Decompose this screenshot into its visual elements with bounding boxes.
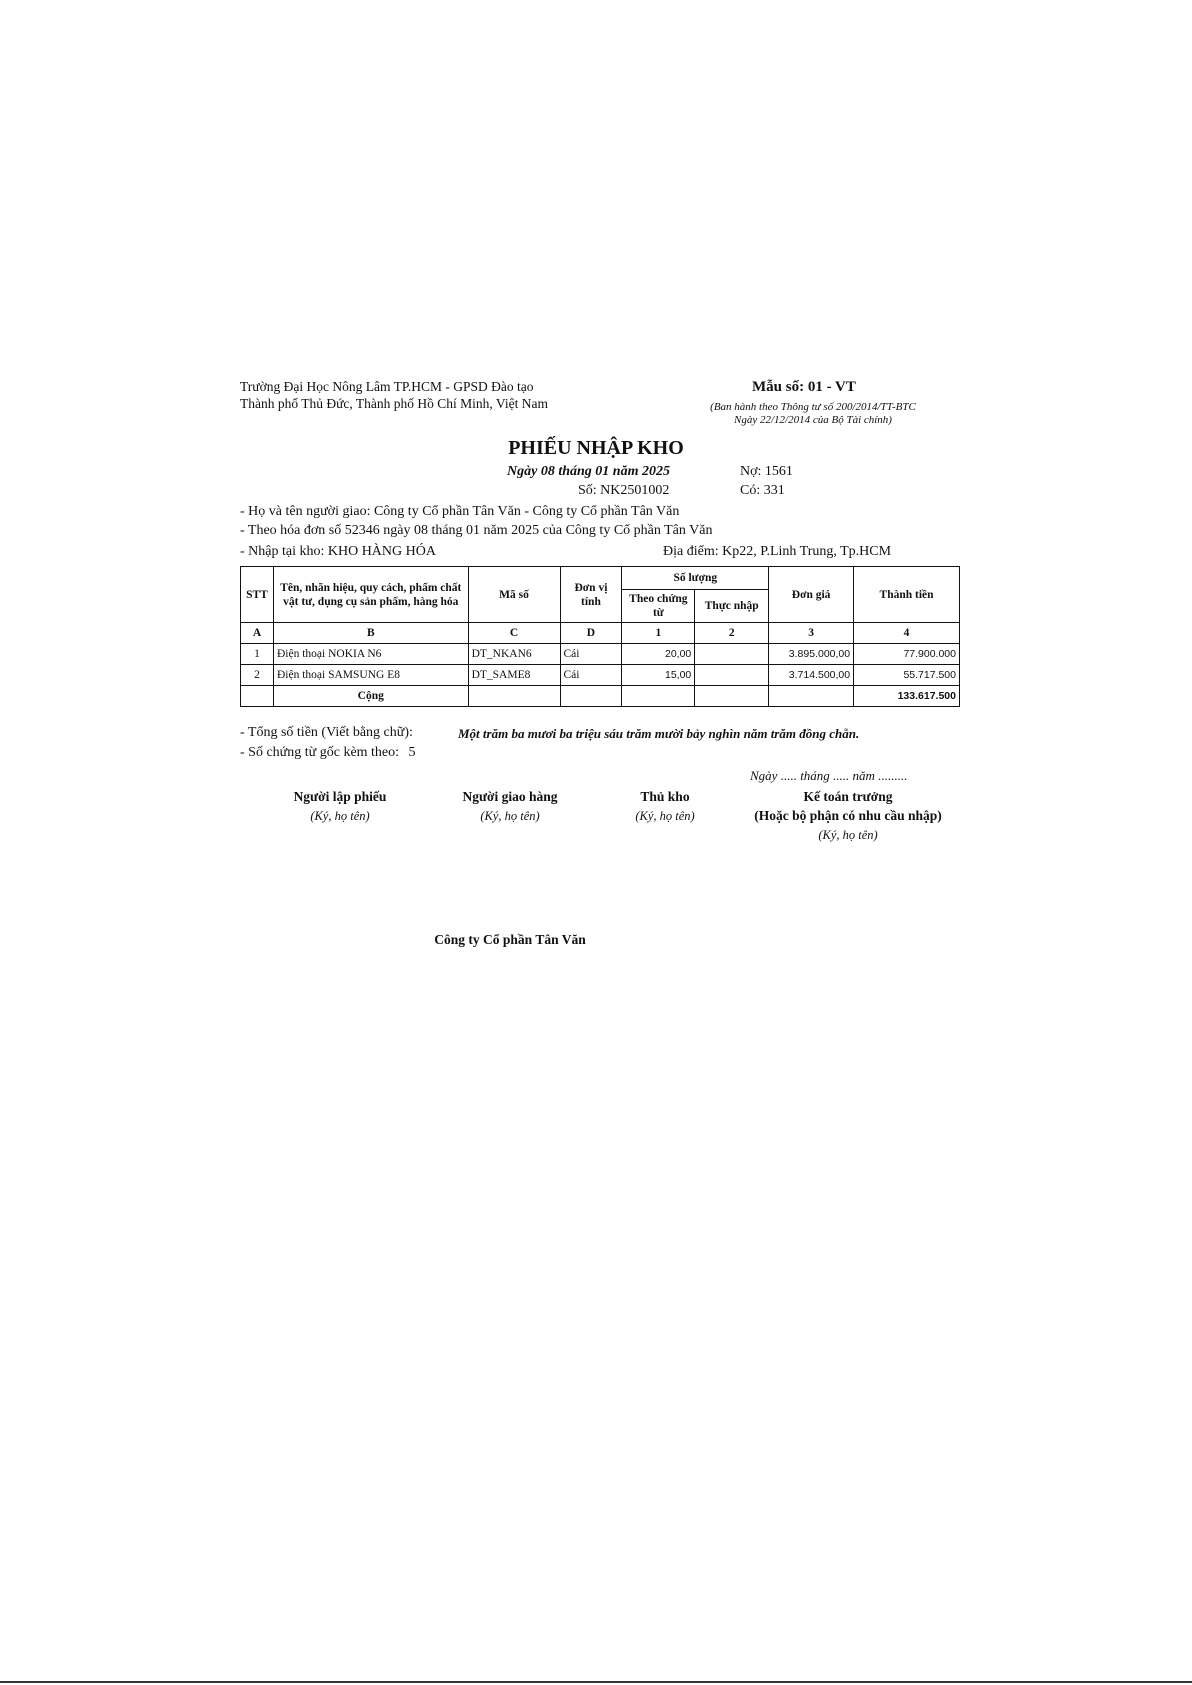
row-qty-doc: 15,00 — [622, 665, 695, 686]
form-note — [668, 401, 958, 427]
chief-accountant-note: (Hoặc bộ phận có nhu cầu nhập) — [754, 808, 942, 823]
items-table — [240, 566, 960, 707]
table-row — [241, 665, 960, 686]
school-address: Thành phố Thủ Đức, Thành phố Hồ Chí Minh, Việt Nam — [240, 396, 548, 411]
col-label: 4 — [854, 623, 960, 644]
row-unit: Cái — [560, 644, 622, 665]
row-code: DT_NKAN6 — [468, 644, 560, 665]
total-words: Một trăm ba mươi ba triệu sáu trăm mười bảy nghìn năm trăm đồng chẵn. — [458, 726, 860, 741]
deliverer-company-name: Công ty Cổ phần Tân Văn — [434, 932, 586, 947]
total-empty — [241, 686, 274, 707]
header-stt: STT — [241, 567, 274, 623]
location-line: Địa điểm: Kp22, P.Linh Trung, Tp.HCM — [663, 544, 892, 559]
debit-account: Nợ: 1561 — [740, 464, 793, 479]
row-amount: 77.900.000 — [854, 644, 960, 665]
signature-storekeeper — [600, 789, 730, 824]
col-label: C — [468, 623, 560, 644]
sign-hint: (Ký, họ tên) — [310, 809, 370, 823]
attached-docs-count: 5 — [408, 745, 416, 760]
header-amount: Thành tiền — [854, 567, 960, 623]
issuer-block — [240, 378, 548, 412]
total-empty — [769, 686, 854, 707]
header-qty-actual: Thực nhập — [695, 590, 769, 623]
total-row — [241, 686, 960, 707]
signature-chief-accountant — [728, 789, 968, 843]
total-label: Cộng — [273, 686, 468, 707]
total-empty — [695, 686, 769, 707]
header-qty-doc: Theo chứng từ — [622, 590, 695, 623]
header-quantity: Số lượng — [622, 567, 769, 590]
col-label: A — [241, 623, 274, 644]
header-price: Đơn giá — [769, 567, 854, 623]
school-name: Trường Đại Học Nông Lâm TP.HCM - GPSD Đào tạo — [240, 379, 534, 394]
row-name: Điện thoại NOKIA N6 — [273, 644, 468, 665]
total-empty — [468, 686, 560, 707]
col-label: 3 — [769, 623, 854, 644]
signature-deliverer — [425, 789, 595, 824]
row-price: 3.895.000,00 — [769, 644, 854, 665]
chief-accountant-title: Kế toán trưởng — [803, 789, 893, 804]
deliverer-line: - Họ và tên người giao: Công ty Cổ phần Tân Văn - Công ty Cổ phần Tân Văn — [240, 504, 680, 519]
sign-hint: (Ký, họ tên) — [635, 809, 695, 823]
col-label: 1 — [622, 623, 695, 644]
row-qty-doc: 20,00 — [622, 644, 695, 665]
sign-date: Ngày ..... tháng ..... năm ......... — [750, 768, 908, 783]
deliverer-title: Người giao hàng — [462, 789, 558, 804]
row-stt: 1 — [241, 644, 274, 665]
row-stt: 2 — [241, 665, 274, 686]
document-date: Ngày 08 tháng 01 năm 2025 — [507, 464, 670, 479]
col-label: 2 — [695, 623, 769, 644]
sign-hint: (Ký, họ tên) — [818, 828, 878, 842]
total-words-label: - Tổng số tiền (Viết bằng chữ): — [240, 725, 413, 740]
form-note-line2: Ngày 22/12/2014 của Bộ Tài chính) — [734, 414, 892, 426]
preparer-title: Người lập phiếu — [293, 789, 387, 804]
header-code: Mã số — [468, 567, 560, 623]
form-note-line1: (Ban hành theo Thông tư số 200/2014/TT-BTC — [710, 401, 916, 413]
storekeeper-title: Thủ kho — [640, 789, 690, 804]
header-unit: Đơn vị tính — [560, 567, 622, 623]
attached-docs — [240, 745, 416, 761]
total-empty — [560, 686, 622, 707]
page-bottom-divider — [0, 1681, 1192, 1683]
row-price: 3.714.500,00 — [769, 665, 854, 686]
total-amount: 133.617.500 — [854, 686, 960, 707]
table-header-row — [241, 567, 960, 590]
attached-docs-label: - Số chứng từ gốc kèm theo: — [240, 745, 400, 760]
invoice-line: - Theo hóa đơn số 52346 ngày 08 tháng 01 năm 2025 của Công ty Cổ phần Tân Văn — [240, 523, 713, 538]
header-name: Tên, nhãn hiệu, quy cách, phẩm chất vật tư, dụng cụ sản phẩm, hàng hóa — [273, 567, 468, 623]
credit-account: Có: 331 — [740, 483, 785, 498]
table-row — [241, 644, 960, 665]
row-name: Điện thoại SAMSUNG E8 — [273, 665, 468, 686]
row-unit: Cái — [560, 665, 622, 686]
row-amount: 55.717.500 — [854, 665, 960, 686]
col-label: D — [560, 623, 622, 644]
warehouse-line: - Nhập tại kho: KHO HÀNG HÓA — [240, 544, 436, 559]
form-number: Mẫu số: 01 - VT — [752, 379, 856, 395]
column-label-row — [241, 623, 960, 644]
document-number: Số: NK2501002 — [578, 483, 670, 498]
sign-hint: (Ký, họ tên) — [480, 809, 540, 823]
col-label: B — [273, 623, 468, 644]
row-code: DT_SAME8 — [468, 665, 560, 686]
row-qty-actual — [695, 665, 769, 686]
row-qty-actual — [695, 644, 769, 665]
signature-preparer — [255, 789, 425, 824]
document-title: PHIẾU NHẬP KHO — [508, 437, 684, 459]
total-empty — [622, 686, 695, 707]
